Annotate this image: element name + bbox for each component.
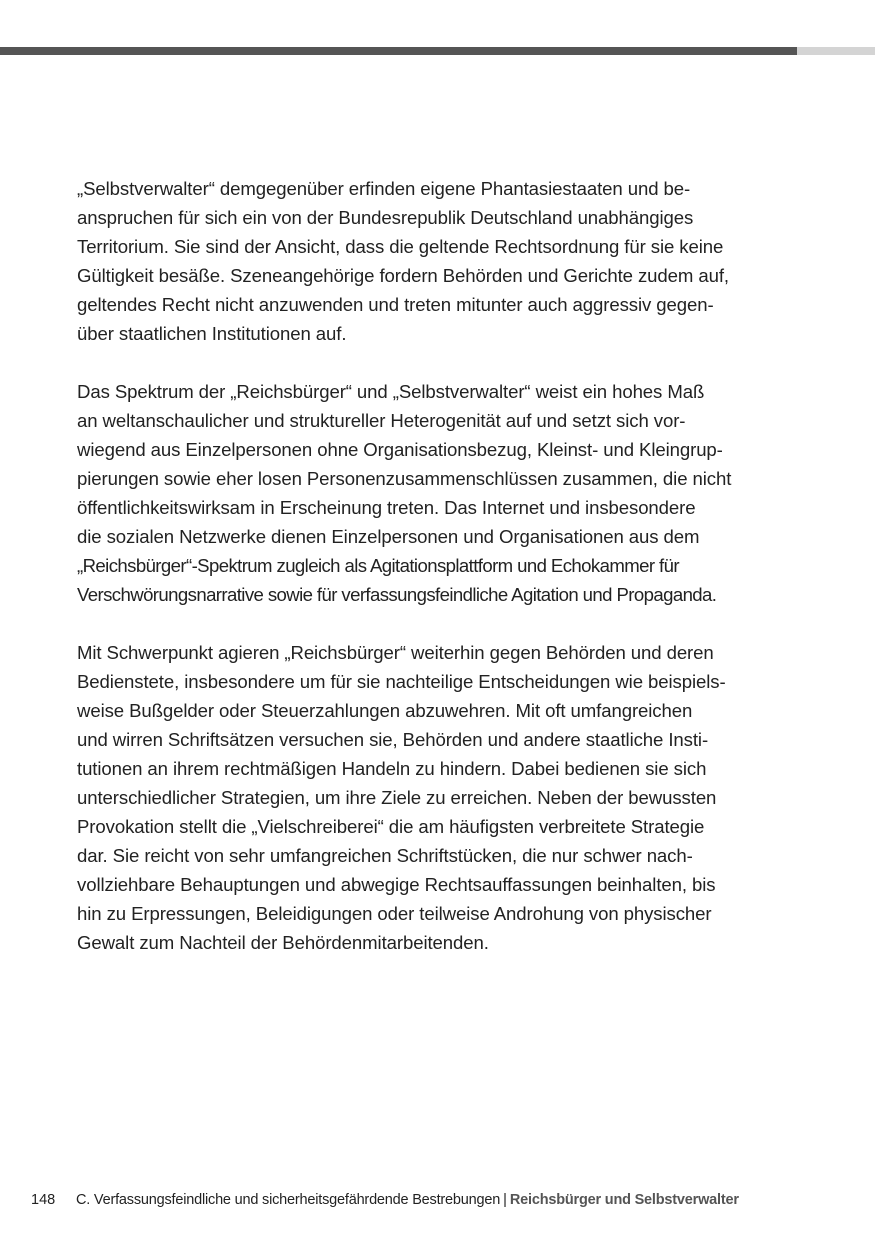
text-line: wiegend aus Einzelpersonen ohne Organisationsbezug, Kleinst- und Kleingrup- <box>77 439 723 460</box>
text-line: „Reichsbürger“-Spektrum zugleich als Agitationsplattform und Echokammer für <box>77 555 679 576</box>
text-line: Provokation stellt die „Vielschreiberei“ die am häufigsten verbreitete Strategie <box>77 816 705 837</box>
paragraph-2 <box>77 377 802 609</box>
text-line: unterschiedlicher Strategien, um ihre Ziele zu erreichen. Neben der bewussten <box>77 787 717 808</box>
text-line: dar. Sie reicht von sehr umfangreichen Schriftstücken, die nur schwer nach- <box>77 845 693 866</box>
page-number: 148 <box>31 1192 56 1208</box>
paragraph-3 <box>77 638 802 957</box>
text-line: „Selbstverwalter“ demgegenüber erfinden eigene Phantasiestaaten und be- <box>77 178 691 199</box>
text-line: Bedienstete, insbesondere um für sie nachteilige Entscheidungen wie beispiels- <box>77 671 726 692</box>
text-line: Verschwörungsnarrative sowie für verfassungsfeindliche Agitation und Propaganda. <box>77 584 717 605</box>
text-line: und wirren Schriftsätzen versuchen sie, Behörden und andere staatliche Insti- <box>77 729 709 750</box>
paragraph-1 <box>77 174 802 348</box>
text-line: die sozialen Netzwerke dienen Einzelpersonen und Organisationen aus dem <box>77 526 700 547</box>
chapter-title: C. Verfassungsfeindliche und sicherheitsgefährdende Bestrebungen <box>76 1192 501 1208</box>
text-line: geltendes Recht nicht anzuwenden und treten mitunter auch aggressiv gegen- <box>77 294 714 315</box>
text-line: hin zu Erpressungen, Beleidigungen oder teilweise Androhung von physischer <box>77 903 712 924</box>
footer-separator: | <box>503 1192 507 1208</box>
text-line: an weltanschaulicher und struktureller Heterogenität auf und setzt sich vor- <box>77 410 686 431</box>
text-line: über staatlichen Institutionen auf. <box>77 323 347 344</box>
body-text <box>77 174 802 986</box>
top-bar-dark <box>0 47 797 55</box>
section-title: Reichsbürger und Selbstverwalter <box>509 1192 739 1208</box>
text-line: Gültigkeit besäße. Szeneangehörige fordern Behörden und Gerichte zudem auf, <box>77 265 729 286</box>
text-line: tutionen an ihrem rechtmäßigen Handeln zu hindern. Dabei bedienen sie sich <box>77 758 707 779</box>
page-footer <box>31 1190 739 1210</box>
text-line: Mit Schwerpunkt agieren „Reichsbürger“ weiterhin gegen Behörden und deren <box>77 642 714 663</box>
top-bar-light <box>797 47 875 55</box>
text-line: vollziehbare Behauptungen und abwegige Rechtsauffassungen beinhalten, bis <box>77 874 716 895</box>
text-line: pierungen sowie eher losen Personenzusammenschlüssen zusammen, die nicht <box>77 468 732 489</box>
text-line: weise Bußgelder oder Steuerzahlungen abzuwehren. Mit oft umfangreichen <box>77 700 693 721</box>
text-line: Gewalt zum Nachteil der Behördenmitarbeitenden. <box>77 932 489 953</box>
text-line: Territorium. Sie sind der Ansicht, dass die geltende Rechtsordnung für sie keine <box>77 236 724 257</box>
text-line: anspruchen für sich ein von der Bundesrepublik Deutschland unabhängiges <box>77 207 694 228</box>
text-line: öffentlichkeitswirksam in Erscheinung treten. Das Internet und insbesondere <box>77 497 696 518</box>
text-line: Das Spektrum der „Reichsbürger“ und „Selbstverwalter“ weist ein hohes Maß <box>77 381 705 402</box>
